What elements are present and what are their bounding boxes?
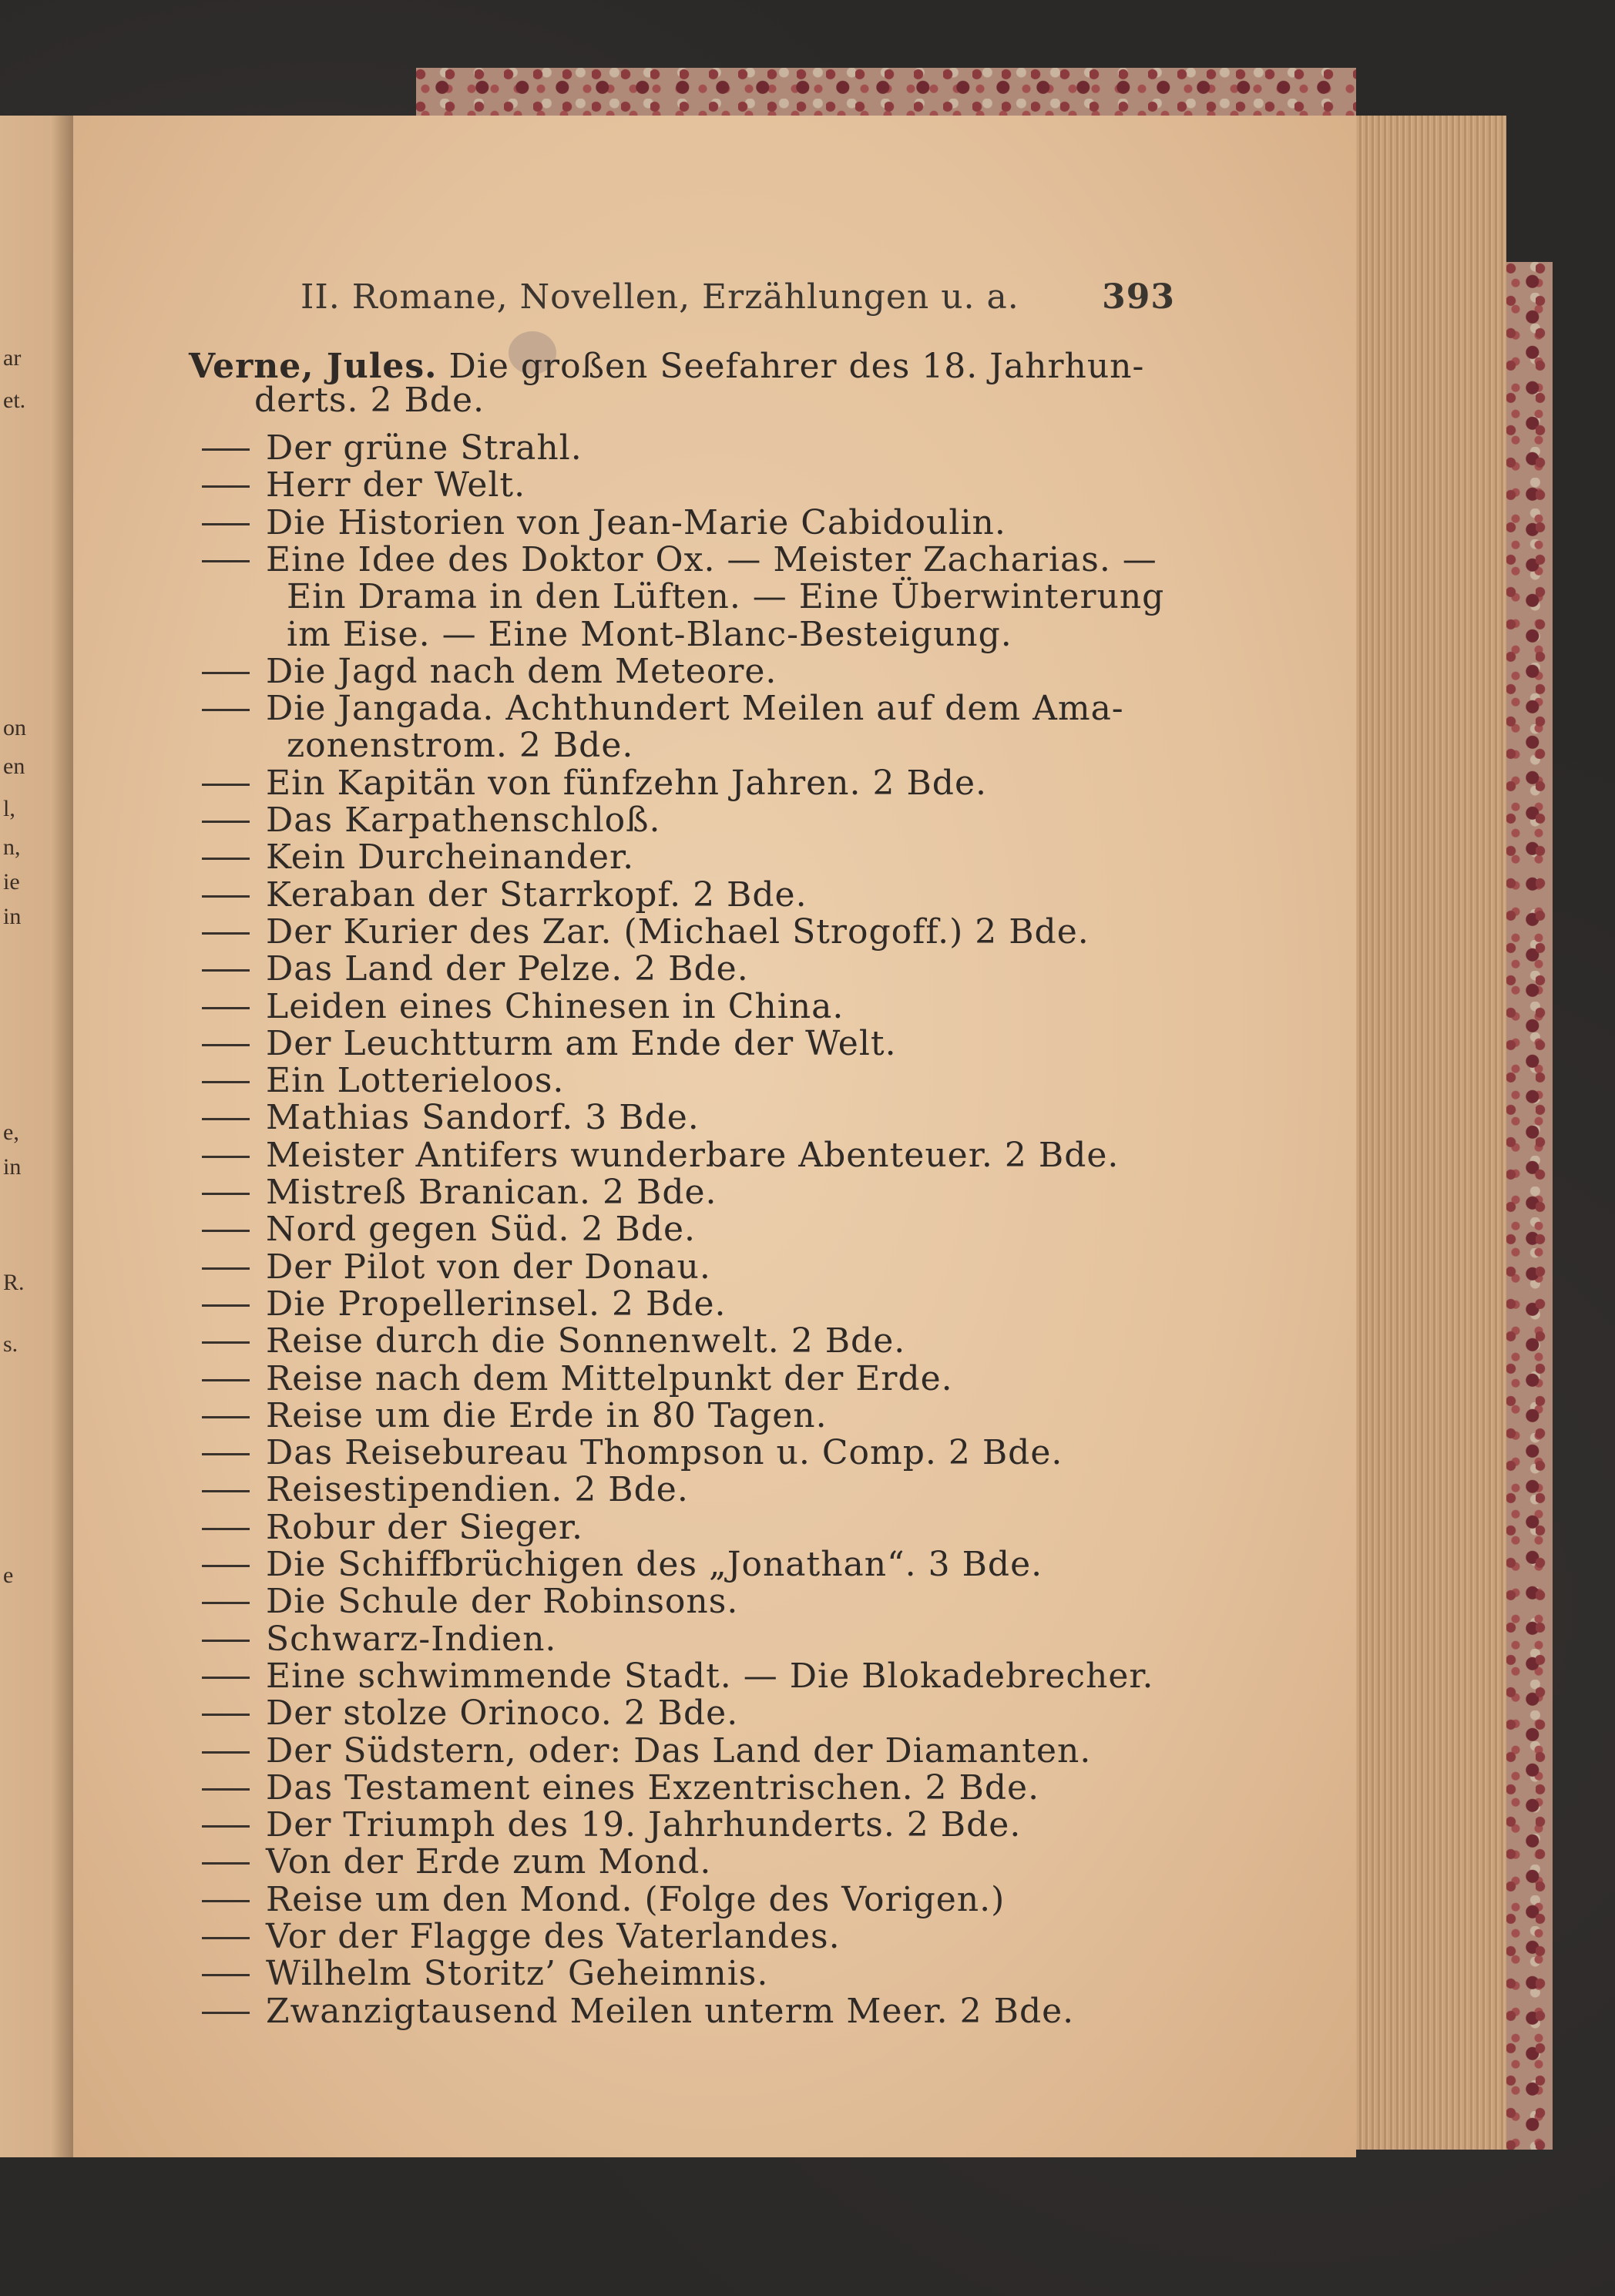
list-item: Die Schiffbrüchigen des „Jonathan“. 3 Bde. xyxy=(266,1545,1043,1584)
list-item: Mathias Sandorf. 3 Bde. xyxy=(266,1098,700,1138)
entry-first-line2: derts. 2 Bde. xyxy=(254,381,485,420)
list-item: Ein Drama in den Lüften. — Eine Überwinterung xyxy=(287,577,1165,617)
em-dash xyxy=(202,1193,250,1195)
list-item: Die Jagd nach dem Meteore. xyxy=(266,651,777,691)
list-item: Das Karpathenschloß. xyxy=(266,801,661,840)
list-item: Reise durch die Sonnenwelt. 2 Bde. xyxy=(266,1321,906,1361)
left-page-fragment: l, xyxy=(3,796,15,821)
list-item: Von der Erde zum Mond. xyxy=(266,1842,712,1882)
em-dash xyxy=(202,485,250,488)
em-dash xyxy=(202,1267,250,1270)
em-dash xyxy=(202,672,250,674)
section-title: II. Romane, Novellen, Erzählungen u. a. xyxy=(301,277,1019,317)
list-item: Mistreß Branican. 2 Bde. xyxy=(266,1173,717,1212)
list-item: Eine Idee des Doktor Ox. — Meister Zacharias. — xyxy=(266,539,1157,579)
list-item: Keraban der Starrkopf. 2 Bde. xyxy=(266,874,808,915)
list-item: Die Historien von Jean-Marie Cabidoulin. xyxy=(266,502,1006,542)
marbled-edge-right xyxy=(1506,262,1553,2150)
list-item: Der grüne Strahl. xyxy=(266,428,583,468)
list-item: Reise um den Mond. (Folge des Vorigen.) xyxy=(266,1879,1006,1919)
em-dash xyxy=(202,1640,250,1642)
em-dash xyxy=(202,1156,250,1158)
em-dash xyxy=(202,821,250,823)
em-dash xyxy=(202,1788,250,1791)
em-dash xyxy=(202,1974,250,1976)
em-dash xyxy=(202,1528,250,1530)
running-header xyxy=(301,277,1175,324)
left-page-fragment: R. xyxy=(3,1270,25,1295)
em-dash xyxy=(202,1230,250,1232)
em-dash xyxy=(202,969,250,972)
em-dash xyxy=(202,1751,250,1754)
em-dash xyxy=(202,523,250,525)
list-item: Ein Lotterieloos. xyxy=(266,1061,565,1101)
em-dash xyxy=(202,1453,250,1455)
em-dash xyxy=(202,858,250,860)
left-page-fragment: on xyxy=(3,715,26,740)
em-dash xyxy=(202,1490,250,1492)
list-item: zonenstrom. 2 Bde. xyxy=(287,726,634,766)
list-item: Die Propellerinsel. 2 Bde. xyxy=(266,1284,727,1324)
em-dash xyxy=(202,448,250,451)
left-page-fragment: et. xyxy=(3,388,26,413)
em-dash xyxy=(202,1900,250,1902)
left-page-fragment: in xyxy=(3,904,22,929)
list-item: Reise um die Erde in 80 Tagen. xyxy=(266,1395,828,1435)
list-item: Das Land der Pelze. 2 Bde. xyxy=(266,949,749,989)
em-dash xyxy=(202,560,250,562)
left-page-fragment: ie xyxy=(3,869,20,895)
list-item: Herr der Welt. xyxy=(266,465,526,505)
list-item: Vor der Flagge des Vaterlandes. xyxy=(266,1917,841,1956)
em-dash xyxy=(202,1081,250,1083)
page-number: 393 xyxy=(1102,277,1175,317)
list-item: Zwanzigtausend Meilen unterm Meer. 2 Bde. xyxy=(266,1991,1075,2031)
entry-first-line1: Die großen Seefahrer des 18. Jahrhun- xyxy=(448,347,1145,386)
left-page-fragment: e xyxy=(3,1563,14,1588)
em-dash xyxy=(202,932,250,935)
list-item: Reisestipendien. 2 Bde. xyxy=(266,1470,689,1510)
list-item: Eine schwimmende Stadt. — Die Blokadebrecher. xyxy=(266,1656,1154,1696)
list-item: Der Südstern, oder: Das Land der Diamanten. xyxy=(266,1730,1092,1771)
list-item: Meister Antifers wunderbare Abenteuer. 2 Bde. xyxy=(266,1135,1120,1175)
em-dash xyxy=(202,1118,250,1120)
em-dash xyxy=(202,1602,250,1604)
em-dash xyxy=(202,1714,250,1716)
list-item: im Eise. — Eine Mont-Blanc-Besteigung. xyxy=(287,614,1012,654)
left-page-fragment: en xyxy=(3,754,25,779)
list-item: Der Pilot von der Donau. xyxy=(266,1247,711,1287)
list-item: Das Reisebureau Thompson u. Comp. 2 Bde. xyxy=(266,1433,1063,1473)
em-dash xyxy=(202,709,250,711)
em-dash xyxy=(202,895,250,898)
em-dash xyxy=(202,2012,250,2014)
list-item: Das Testament eines Exzentrischen. 2 Bde. xyxy=(266,1767,1040,1808)
left-page-fragment: e, xyxy=(3,1119,19,1145)
em-dash xyxy=(202,1677,250,1679)
list-item: Nord gegen Süd. 2 Bde. xyxy=(266,1210,697,1250)
left-page-fragment: in xyxy=(3,1154,22,1180)
em-dash xyxy=(202,1304,250,1307)
list-item: Der Triumph des 19. Jahrhunderts. 2 Bde. xyxy=(266,1805,1022,1845)
list-item: Der stolze Orinoco. 2 Bde. xyxy=(266,1693,739,1734)
list-item: Robur der Sieger. xyxy=(266,1507,584,1547)
list-item: Schwarz-Indien. xyxy=(266,1619,557,1659)
em-dash xyxy=(202,1379,250,1381)
left-page-fragment: s. xyxy=(3,1331,18,1357)
list-item: Leiden eines Chinesen in China. xyxy=(266,986,844,1026)
left-page-edge xyxy=(0,116,73,2157)
list-item: Der Kurier des Zar. (Michael Strogoff.) 2 Bde. xyxy=(266,911,1090,952)
list-item: Der Leuchtturm am Ende der Welt. xyxy=(266,1023,897,1063)
em-dash xyxy=(202,1937,250,1939)
left-page-fragment: ar xyxy=(3,345,22,371)
em-dash xyxy=(202,784,250,786)
left-page-fragment: n, xyxy=(3,834,21,860)
list-item: Wilhelm Storitz’ Geheimnis. xyxy=(266,1954,769,1994)
em-dash xyxy=(202,1416,250,1418)
list-item: Kein Durcheinander. xyxy=(266,838,635,878)
list-item: Reise nach dem Mittelpunkt der Erde. xyxy=(266,1358,953,1398)
em-dash xyxy=(202,1862,250,1865)
list-item: Die Schule der Robinsons. xyxy=(266,1582,739,1622)
list-item: Die Jangada. Achthundert Meilen auf dem Ama- xyxy=(266,689,1124,729)
list-item: Ein Kapitän von fünfzehn Jahren. 2 Bde. xyxy=(266,763,987,803)
em-dash xyxy=(202,1341,250,1344)
em-dash xyxy=(202,1825,250,1828)
em-dash xyxy=(202,1565,250,1567)
page-stack-fore-edge xyxy=(1345,116,1506,2150)
em-dash xyxy=(202,1007,250,1009)
author-name: Verne, Jules. xyxy=(189,347,438,386)
em-dash xyxy=(202,1044,250,1046)
